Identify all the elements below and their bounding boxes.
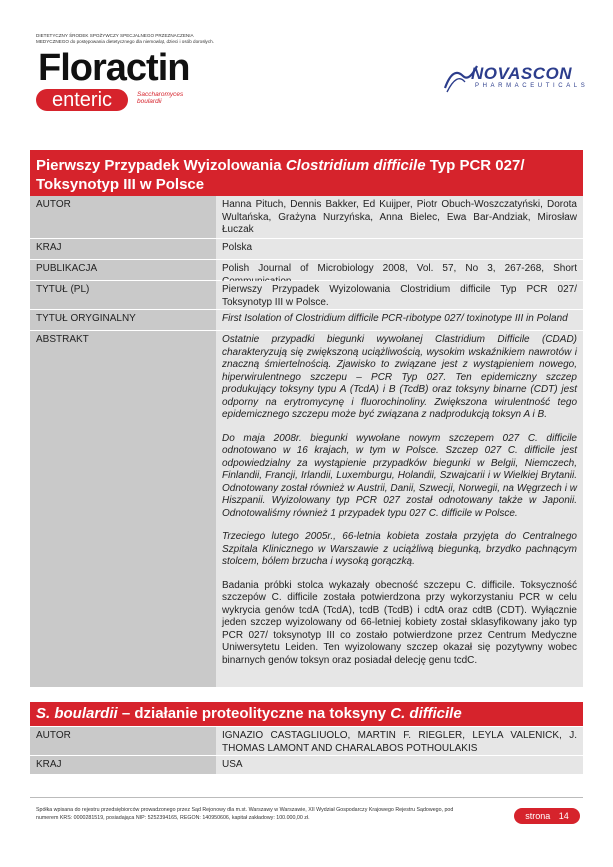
abstract-paragraph: Badania próbki stolca wykazały obecność szczepu C. difficile. Toksyczność szczepów C. difficile została potwierdzona przy wykorzystaniu PCR w celu wykrycia genów tcdA (TcdA), tcdB (TcdB) i cdtA oraz cdtB (CDT). Wyłącznie jeden szczep wyizolowany od 66-letniej kobiety został sklasyfikowany jako typ PCR 027/ toksynotyp III co zostało potwierdzone przez Centrum Medyczne Uniwersytetu Leiden. Ten wyizolowany szczep okazał się pozytywny wobec binarnych genów toksyn oraz posiadał delecję genu tcdC.: [222, 579, 577, 666]
row-label: ABSTRAKT: [30, 331, 216, 687]
article2-title: S. boulardii – działanie proteolityczne na toksyny C. difficile: [30, 702, 583, 726]
footer-divider: [30, 797, 583, 798]
footer-legal: Spółka wpisana do rejestru przedsiębiorców prowadzonego przez Sąd Rejonowy dla m.st. Warszawy w Warszawie, XII Wydział Gospodarczy Krajowego Rejestru Sądowego, pod numerem KRS: 0000281519, posiadająca NIP: 5252394165, REGON: 140950606, kapitał zakładowy: 100.000,00 zł.: [36, 807, 454, 821]
row-value-publikacja: Polish Journal of Microbiology 2008, Vol. 57, No 3, 267-268, Short: [216, 260, 583, 280]
partner-name: NOVASCON: [471, 64, 572, 83]
page-number-badge: [514, 808, 580, 824]
brand-sub-badge: enteric: [36, 89, 128, 111]
row-value-abstrakt: [216, 331, 583, 687]
row-kraj: [30, 239, 583, 260]
row-value-autor-2: IGNAZIO CASTAGLIUOLO, MARTIN F. RIEGLER, LEYLA VALENICK, J. THOMAS LAMONT AND CHARALABOS POTHOULAKIS: [216, 727, 583, 755]
partner-subtitle: PHARMACEUTICALS: [475, 83, 589, 89]
row-label: AUTOR: [30, 727, 216, 755]
page-number: 14: [558, 811, 569, 821]
row-value-tytul-oryginalny: First Isolation of Clostridium difficile PCR-ribotype 027/ toxinotype III in Poland: [216, 310, 583, 330]
regulatory-note: DIETETYCZNY ŚRODEK SPOŻYWCZY SPECJALNEGO PRZEZNACZENIA MEDYCZNEGO do postępowania dietetycznego dla niemowląt, dzieci i osób dorosłych.: [36, 33, 214, 44]
row-label: KRAJ: [30, 239, 216, 259]
row-label: TYTUŁ (PL): [30, 281, 216, 309]
row-value-autor: Hanna Pituch, Dennis Bakker, Ed Kuijper, Piotr Obuch-Woszczatyński, Dorota Wultańska, Grażyna Nurzyńska, Anna Bielec, Ewa Bar-Andziak, Mirosław Łuczak: [216, 196, 583, 238]
row-value-tytul-pl: Pierwszy Przypadek Wyizolowania Clostridium difficile Typ PCR 027/ Toksynotyp III w Polsce.: [216, 281, 583, 309]
brand-logo: Floractin: [38, 47, 190, 89]
row-tytul-oryginalny: [30, 310, 583, 331]
abstract-paragraph: Do maja 2008r. biegunki wywołane nowym szczepem 027 C. difficile odnotowano w 16 krajach, w tym w Polsce. Szczep 027 C. difficile jest odpowiedzialny za wystąpienie przypadków biegunki w Belgii, Niemczech, Finlandii, Francji, Irlandii, Luxemburgu, Holandii, Szwajcarii i w Wielkiej Brytanii. Odnotowany został również w Austrii, Danii, Szwecji, Norwegii, na Węgrzech i w Hiszpanii. Wyizolowany typ PCR 027 został odnotowany także w Japonii. Odnotowaliśmy również 1 przypadek typu 027 C. difficile w Polsce.: [222, 432, 577, 519]
row-label: PUBLIKACJA: [30, 260, 216, 280]
row-label: AUTOR: [30, 196, 216, 238]
page-label: strona: [525, 811, 551, 821]
row-label: TYTUŁ ORYGINALNY: [30, 310, 216, 330]
row-abstrakt: [30, 331, 583, 688]
abstract-paragraph: Ostatnie przypadki biegunki wywołanej Clastridium Difficile (CDAD) charakteryzują się zwiększoną uciążliwością, wysokim wskaźnikiem nawrotów i znaczną śmiertelnością. Zjawisko to związane jest z wystąpieniem nowego, hiperwirulentnego szczepu – PCR Typ 027. Ten epidemiczny szczep produkujący toksyny typu A (TcdA) i B (TcdB) oraz toksyny binarne (CDT) jest odporny na erytromycynę i fluorochinoliny. Zwiększona wirulentność tego epidemicznego szczepu może być związana z nadprodukcją toksyn A i B.: [222, 334, 577, 420]
row-tytul-pl: [30, 281, 583, 310]
row-publikacja: [30, 260, 583, 281]
row-value-kraj: Polska: [216, 239, 583, 259]
row-kraj-2: [30, 756, 583, 775]
row-autor-2: [30, 727, 583, 756]
abstract-paragraph: Trzeciego lutego 2005r., 66-letnia kobieta została przyjęta do Centralnego Szpitala Klinicznego w Warszawie z uciążliwą biegunką, brzydko pachnącym stolcem, bólem brzucha i wysoką gorączką.: [222, 531, 577, 567]
brand-tagline: Saccharomyces boulardii: [137, 91, 184, 105]
row-label: KRAJ: [30, 756, 216, 774]
row-value-kraj-2: USA: [216, 756, 583, 774]
row-autor: [30, 196, 583, 239]
partner-logo: [443, 62, 589, 98]
article1-title: Pierwszy Przypadek Wyizolowania Clostridium difficile Typ PCR 027/ Toksynotyp III w Polsce: [30, 150, 583, 196]
